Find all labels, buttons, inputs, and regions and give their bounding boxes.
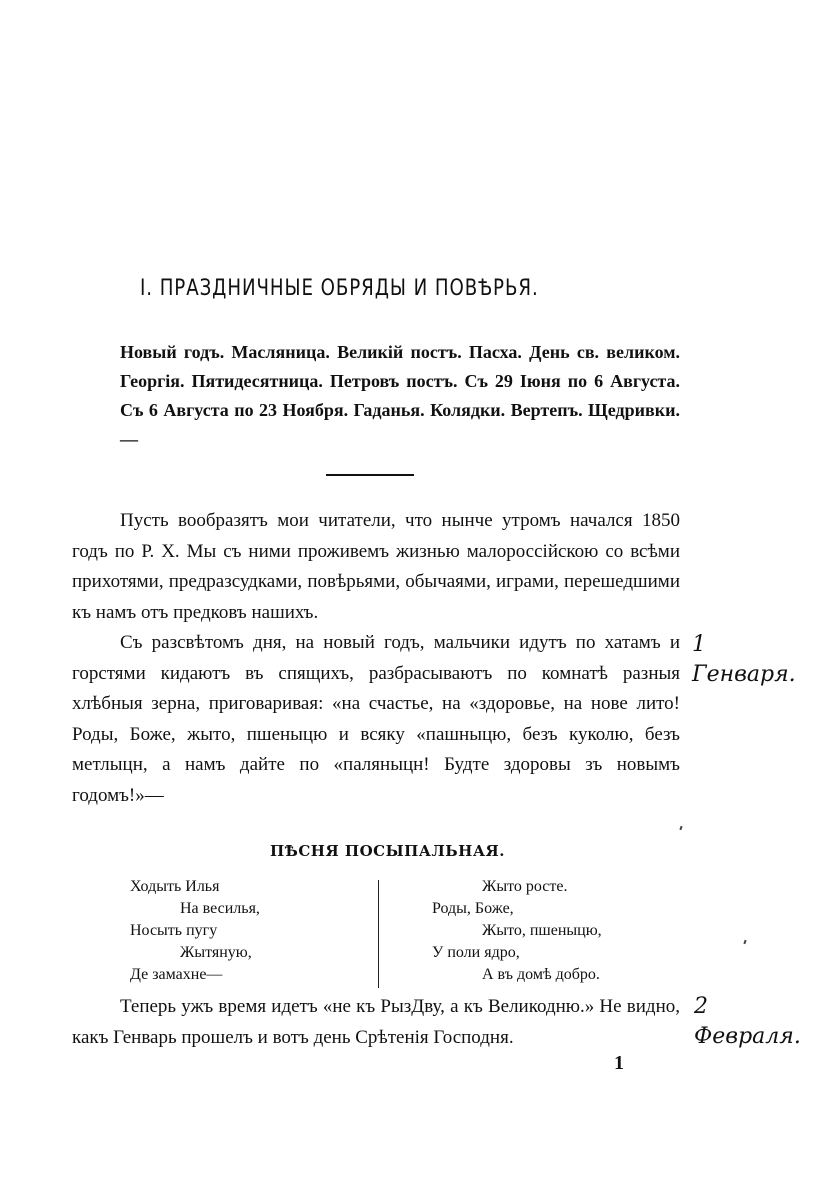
print-speck <box>743 940 746 944</box>
chapter-title: I. ПРАЗДНИЧНЫЕ ОБРЯДЫ И ПОВѢРЬЯ. <box>140 276 539 301</box>
paragraph: Съ разсвѣтомъ дня, на новый годъ, мальчики идутъ по хатамъ и горстями кидаютъ въ спящихъ, разбрасываютъ по комнатѣ разныя хлѣбныя зерна, приговаривая: «на счастье, на «здоровье, на нове лито! Роды, Боже, жыто, пшеныцю и всяку «пашныцю, безъ куколю, безъ метлыцн, а намъ дайте по «паляныцн! Будте здоровы зъ новымъ годомъ!»— <box>72 632 680 806</box>
main-prose <box>72 506 680 811</box>
paragraph: Пусть вообразятъ мои читатели, что нынче утромъ начался 1850 годъ по Р. Х. Мы съ ними проживемъ жизнью малороссійскою со всѣми прихотями, предразсудками, повѣрьями, обычаями, играми, перешедшими къ намъ отъ предковъ нашихъ. <box>72 510 680 623</box>
verse-line: Жытяную, <box>180 944 252 961</box>
song-verse-right <box>432 876 672 986</box>
print-speck <box>679 826 682 830</box>
margin-note-february: 2 Февраля. <box>694 994 801 1049</box>
verse-line: Роды, Боже, <box>432 900 514 917</box>
verse-divider <box>378 880 379 988</box>
verse-line: Ходыть Илья <box>130 878 220 895</box>
verse-line: А въ домѣ добро. <box>482 966 600 983</box>
chapter-contents: Новый годъ. Масляница. Великій постъ. Пасха. День св. великом. Георгія. Пятидесятница. Петровъ постъ. Съ 29 Іюня по 6 Августа. Съ 6 Августа по 23 Ноября. Гаданья. Колядки. Вертепъ. Щедривки.— <box>120 342 680 449</box>
closing-prose <box>72 992 680 1053</box>
song-title: ПѢСНЯ ПОСЫПАЛЬНАЯ. <box>270 842 505 860</box>
margin-note-january: 1 Генваря. <box>692 632 796 687</box>
verse-line: Носыть пугу <box>130 922 218 939</box>
page-number: 1 <box>614 1052 624 1074</box>
verse-line: Де замахне— <box>130 966 223 983</box>
verse-line: У поли ядро, <box>432 944 520 961</box>
verse-line: На весилья, <box>180 900 260 917</box>
song-verse-left <box>130 876 370 986</box>
verse-line: Жыто, пшеныцю, <box>482 922 602 939</box>
section-divider <box>326 474 414 476</box>
verse-line: Жыто росте. <box>482 878 568 895</box>
paragraph: Теперь ужъ время идетъ «не къ РызДву, а къ Великодню.» Не видно, какъ Генварь прошелъ и вотъ день Срѣтенія Господня. <box>72 996 680 1048</box>
